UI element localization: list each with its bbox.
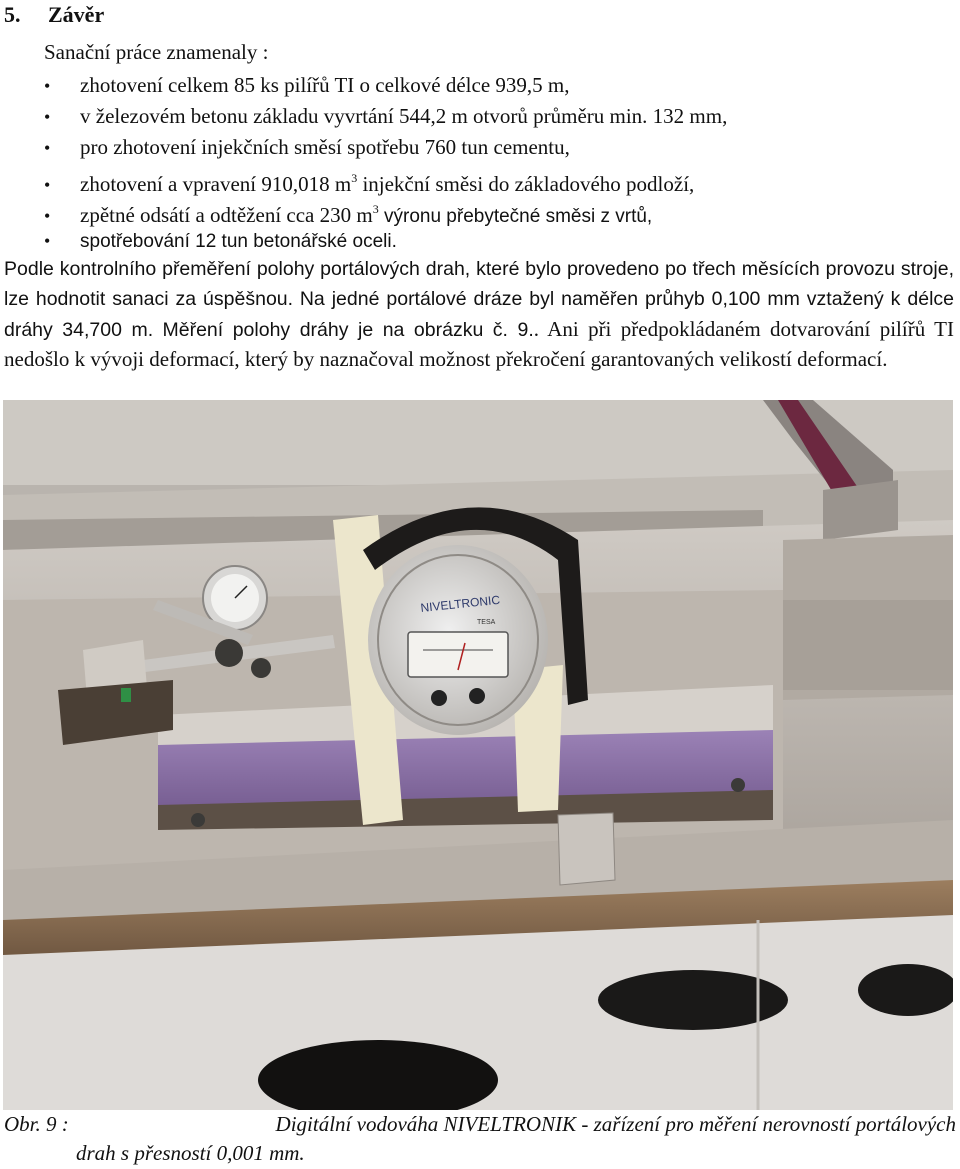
list-item [44,70,727,101]
bullet-text: zhotovení celkem 85 ks pilířů TI o celkové délce 939,5 m, [80,73,570,97]
niveltronic-photo [3,400,953,1110]
list-item [44,132,727,163]
bullet-text: pro zhotovení injekčních směsí spotřebu 760 tun cementu, [80,135,570,159]
bullet-list [44,70,727,256]
list-item [44,194,727,225]
paragraph-sentence: Podle kontrolního přeměření polohy portálových drah, které bylo provedeno po třech měsících provozu stroje, lze hodnotit sanaci za úspěšnou. [4,258,954,311]
device-brand-label: NIVELTRONIC [419,592,501,615]
superscript: 3 [351,171,358,185]
bullet-text: výronu přebytečné směsi z vrtů, [378,206,653,227]
bullet-icon [44,225,80,256]
paragraph-sentence: Na jedné portálové dráze byl naměřen průhyb 0,100 mm vztažený k délce dráhy 34,700 m. [4,288,954,341]
bullet-icon [44,132,80,163]
list-item [44,163,727,194]
bullet-text: zpětné odsátí a odtěžení cca 230 m [80,203,373,227]
intro-text: Sanační práce znamenaly : [44,40,269,64]
conclusion-paragraph [4,254,954,374]
figure-photo [3,400,953,1110]
bullet-text: injekční směsi do základového podloží, [357,172,695,196]
bullet-text: spotřebování 12 tun betonářské oceli. [80,231,397,252]
bullet-text: zhotovení a vpravení 910,018 m [80,172,352,196]
caption-text-continued: drah s přesností 0,001 mm. [76,1141,305,1165]
section-title: Závěr [48,2,105,27]
paragraph-sentence: Měření polohy dráhy je na obrázku č. 9. [162,318,534,341]
caption-text: Digitální vodováha NIVELTRONIK - zařízení pro měření nerovností portálových [275,1112,956,1136]
bullet-icon [44,101,80,132]
section-number: 5. [4,2,21,27]
caption-label: Obr. 9 : [4,1112,69,1136]
paragraph-sentence: . Ani při předpokládaném dotvarování pilířů TI nedošlo k vývoji deformací, který by naznačoval možnost překročení garantovaných velikostí deformací. [4,316,955,371]
bullet-icon [44,70,80,101]
superscript: 3 [372,202,379,216]
list-item [44,225,727,256]
figure-caption [4,1110,956,1168]
niveltronic-device [368,545,548,735]
section-heading [4,2,104,28]
bullet-text: v železovém betonu základu vyvrtání 544,2 m otvorů průměru min. 132 mm, [80,104,728,128]
list-item [44,101,727,132]
device-small-label: TESA [477,619,496,626]
